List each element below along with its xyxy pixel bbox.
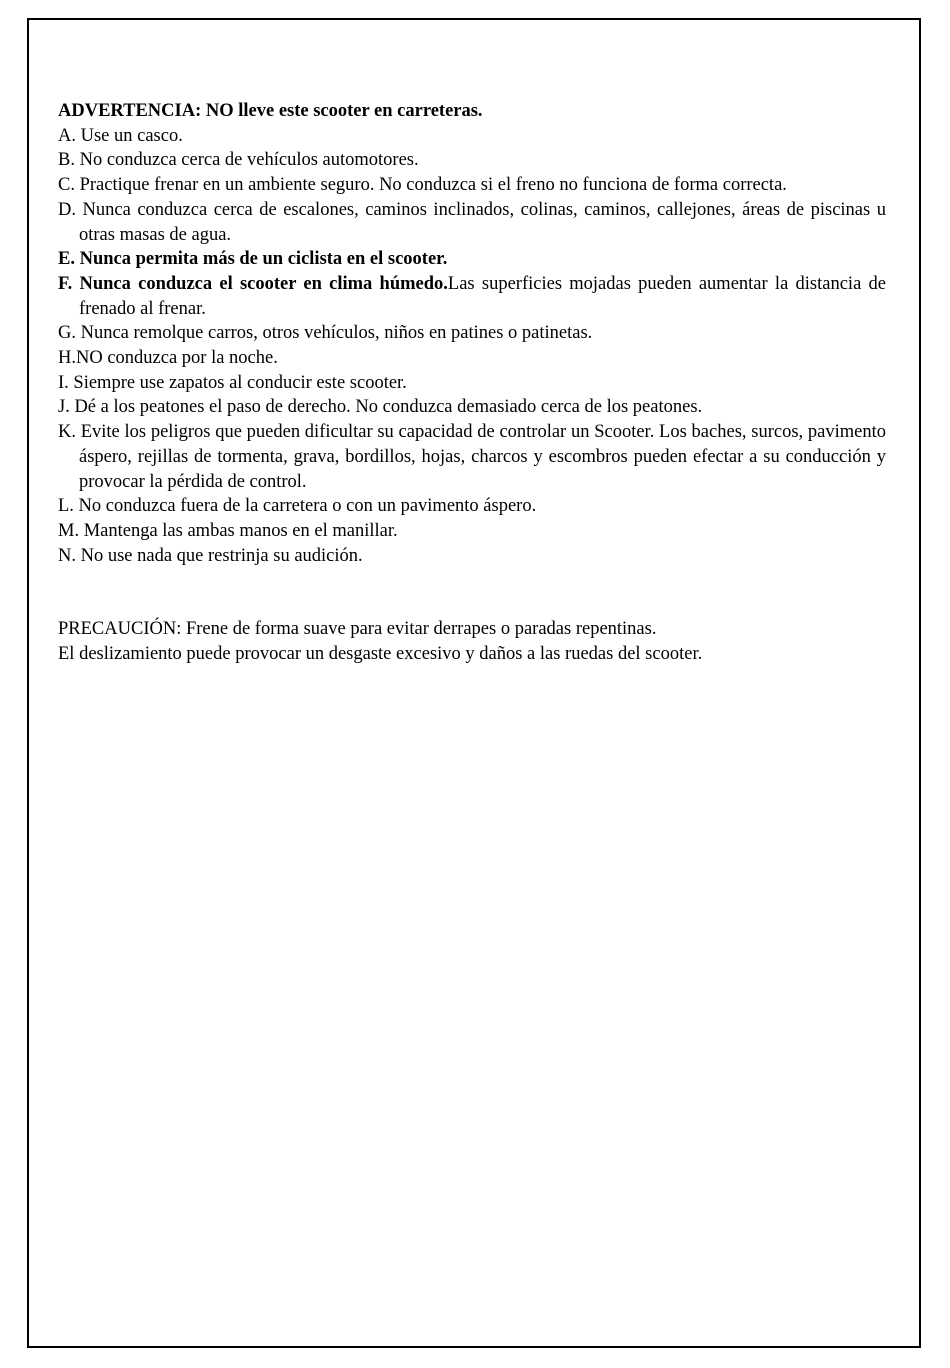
- warning-title: ADVERTENCIA: NO lleve este scooter en carreteras.: [58, 101, 483, 121]
- warning-item-f-text: Las superficies mojadas pueden aumentar la distancia de frenado al frenar.: [79, 273, 886, 319]
- warning-item-f-lead: F. Nunca conduzca el scooter en clima húmedo.: [58, 273, 448, 294]
- warning-item-f: [58, 272, 886, 321]
- warning-item-h: H.NO conduzca por la noche.: [58, 348, 278, 369]
- warning-item-g: G. Nunca remolque carros, otros vehículos, niños en patines o patinetas.: [58, 323, 593, 344]
- warning-item-a: A. Use un casco.: [58, 125, 183, 146]
- warning-item-n: N. No use nada que restrinja su audición.: [58, 545, 363, 566]
- caution-line-1: PRECAUCIÓN: Frene de forma suave para evitar derrapes o paradas repentinas.: [58, 619, 657, 640]
- warning-item-j: J. Dé a los peatones el paso de derecho. No conduzca demasiado cerca de los peatones.: [58, 397, 703, 418]
- warning-item-m: M. Mantenga las ambas manos en el manillar.: [58, 520, 398, 541]
- warning-item-d: D. Nunca conduzca cerca de escalones, caminos inclinados, colinas, caminos, callejones, áreas de piscinas u otras masas de agua.: [58, 199, 886, 245]
- caution-line-2: El deslizamiento puede provocar un desgaste excesivo y daños a las ruedas del scooter.: [58, 644, 703, 665]
- document-content: [58, 99, 886, 667]
- warning-item-b: B. No conduzca cerca de vehículos automotores.: [58, 150, 419, 171]
- warning-item-k: K. Evite los peligros que pueden dificultar su capacidad de controlar un Scooter. Los baches, surcos, pavimento áspero, rejillas de tormenta, grava, bordillos, hojas, charcos y escombros pueden efectar a su conducción y provocar la pérdida de control.: [58, 422, 886, 492]
- warning-item-e: E. Nunca permita más de un ciclista en el scooter.: [58, 249, 448, 270]
- section-spacer: [58, 568, 886, 617]
- warning-item-i: I. Siempre use zapatos al conducir este scooter.: [58, 372, 407, 393]
- warning-item-l: L. No conduzca fuera de la carretera o con un pavimento áspero.: [58, 496, 537, 517]
- warning-item-c: C. Practique frenar en un ambiente seguro. No conduzca si el freno no funciona de forma correcta.: [58, 175, 787, 196]
